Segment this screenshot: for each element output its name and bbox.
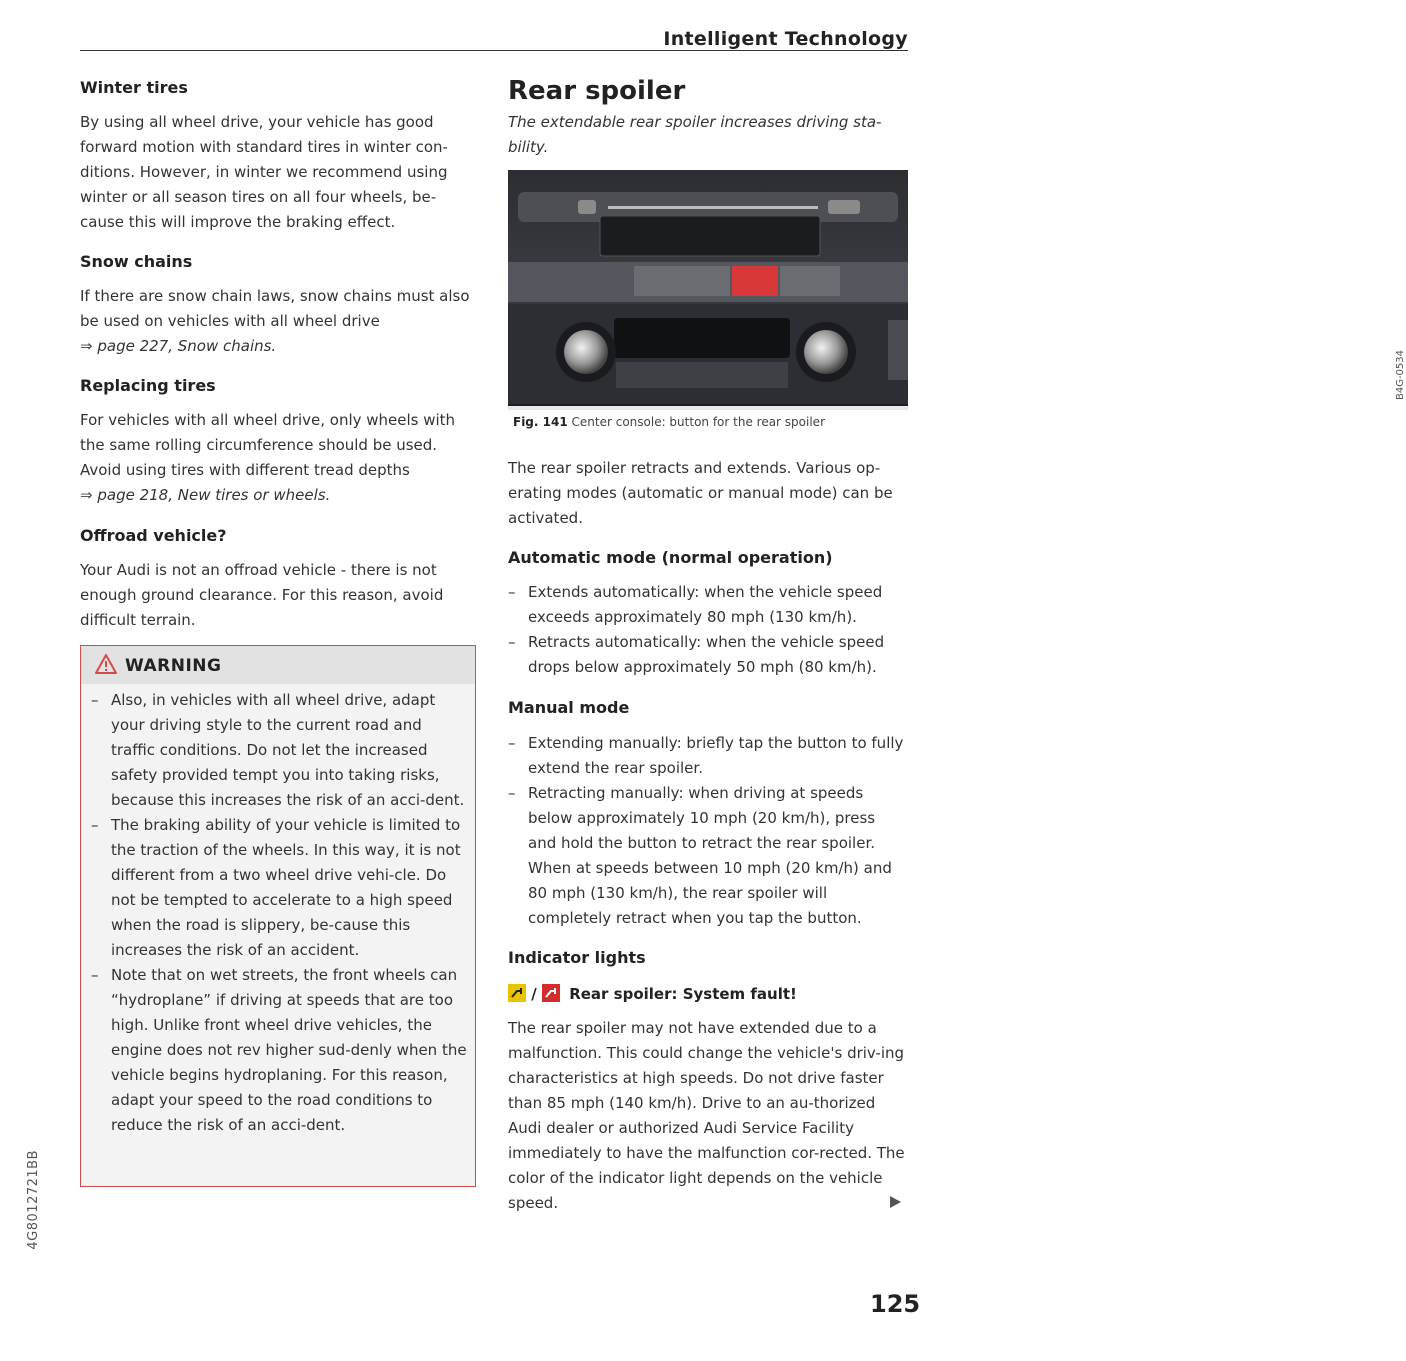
figure-caption-text: Center console: button for the rear spoiler bbox=[571, 415, 825, 429]
rear-spoiler-description: The rear spoiler retracts and extends. Various op-erating modes (automatic or manual mode) can be activated. bbox=[508, 459, 893, 527]
indicator-text: The rear spoiler may not have extended due to a malfunction. This could change the vehicle's driv-ing characteristics at high speeds. Do not drive faster than 85 mph (140 km/h). Drive to an au-thorized Audi dealer or authorized Audi Service Facility immediately to have the malfunction cor-rected. The color of the indicator light depends on the vehicle speed. bbox=[508, 1019, 905, 1212]
figure-141 bbox=[508, 170, 1406, 410]
document-code: 4G8012721BB bbox=[26, 1150, 41, 1250]
spoiler-fault-yellow-icon bbox=[508, 984, 526, 1002]
warning-item: – Also, in vehicles with all wheel drive, adapt your driving style to the current road and traffic conditions. Do not let the increased safety provided tempt you into taking risks, because this increases the risk of an acci-dent. bbox=[91, 688, 467, 813]
manual-mode-item: – Retracting manually: when driving at speeds below approximately 10 mph (20 km/h), press and hold the button to retract the rear spoiler. When at speeds between 10 mph (20 km/h) and 80 mph (130 km/h), the rear spoiler will completely retract when you tap the button. bbox=[508, 781, 908, 931]
warning-item: – The braking ability of your vehicle is limited to the traction of the wheels. In this way, it is not different from a two wheel drive vehi-cle. Do not be tempted to accelerate to a high speed when the road is slippery, be-cause this increases the risk of an accident. bbox=[91, 813, 467, 963]
automatic-mode-item: – Extends automatically: when the vehicle speed exceeds approximately 80 mph (130 km/h). bbox=[508, 580, 908, 630]
figure-caption bbox=[513, 415, 825, 429]
snow-chains-link[interactable]: page 227, Snow chains. bbox=[97, 337, 277, 355]
winter-tires-heading: Winter tires bbox=[80, 78, 188, 97]
section-title: Intelligent Technology bbox=[663, 28, 908, 50]
center-console-photo bbox=[508, 170, 908, 406]
rear-spoiler-intro: The extendable rear spoiler increases driving sta-bility. bbox=[508, 113, 882, 156]
indicator-lights-heading: Indicator lights bbox=[508, 948, 646, 967]
rear-spoiler-title: Rear spoiler bbox=[508, 76, 686, 106]
warning-box bbox=[80, 645, 476, 1187]
header-rule bbox=[80, 50, 908, 51]
spoiler-fault-red-icon bbox=[542, 984, 560, 1002]
automatic-mode-heading: Automatic mode (normal operation) bbox=[508, 548, 833, 567]
automatic-mode-item: – Retracts automatically: when the vehicle speed drops below approximately 50 mph (80 km/h). bbox=[508, 630, 908, 680]
continue-arrow-icon bbox=[888, 1195, 902, 1209]
warning-triangle-icon bbox=[95, 654, 117, 674]
warning-title: WARNING bbox=[125, 656, 222, 676]
manual-mode-item: – Extending manually: briefly tap the button to fully extend the rear spoiler. bbox=[508, 731, 908, 781]
fault-separator: / bbox=[531, 985, 537, 1003]
automatic-mode-list bbox=[508, 580, 908, 680]
replacing-tires-link[interactable]: page 218, New tires or wheels. bbox=[97, 486, 331, 504]
figure-code: B4G-0534 bbox=[1395, 350, 1406, 401]
winter-tires-text: By using all wheel drive, your vehicle has good forward motion with standard tires in winter con-ditions. However, in winter we recommend using winter or all season tires on all four wheels, be-cause this will improve the braking effect. bbox=[80, 113, 448, 231]
replacing-tires-text: For vehicles with all wheel drive, only wheels with the same rolling circumference should be used. Avoid using tires with different tread depths ⇒ page 218, New tires or wheels. bbox=[80, 411, 456, 504]
replacing-tires-heading: Replacing tires bbox=[80, 376, 216, 395]
snow-chains-text: If there are snow chain laws, snow chains must also be used on vehicles with all wheel drive ⇒ page 227, Snow chains. bbox=[80, 287, 470, 355]
figure-label: Fig. 141 bbox=[513, 415, 568, 429]
warning-header bbox=[81, 646, 475, 684]
fault-title: Rear spoiler: System fault! bbox=[569, 985, 797, 1003]
offroad-text: Your Audi is not an offroad vehicle - there is not enough ground clearance. For this reason, avoid difficult terrain. bbox=[80, 561, 444, 629]
manual-mode-heading: Manual mode bbox=[508, 698, 630, 717]
offroad-heading: Offroad vehicle? bbox=[80, 526, 227, 545]
snow-chains-heading: Snow chains bbox=[80, 252, 193, 271]
warning-list bbox=[91, 688, 467, 1138]
manual-mode-list bbox=[508, 731, 908, 931]
warning-item: – Note that on wet streets, the front wheels can “hydroplane” if driving at speeds that are too high. Unlike front wheel drive vehicles, the engine does not rev higher sud-denly when the vehicle begins hydroplaning. For this reason, adapt your speed to the road conditions to reduce the risk of an acci-dent. bbox=[91, 963, 467, 1138]
page-number: 125 bbox=[870, 1290, 921, 1318]
spoiler-fault-heading bbox=[508, 984, 797, 1003]
